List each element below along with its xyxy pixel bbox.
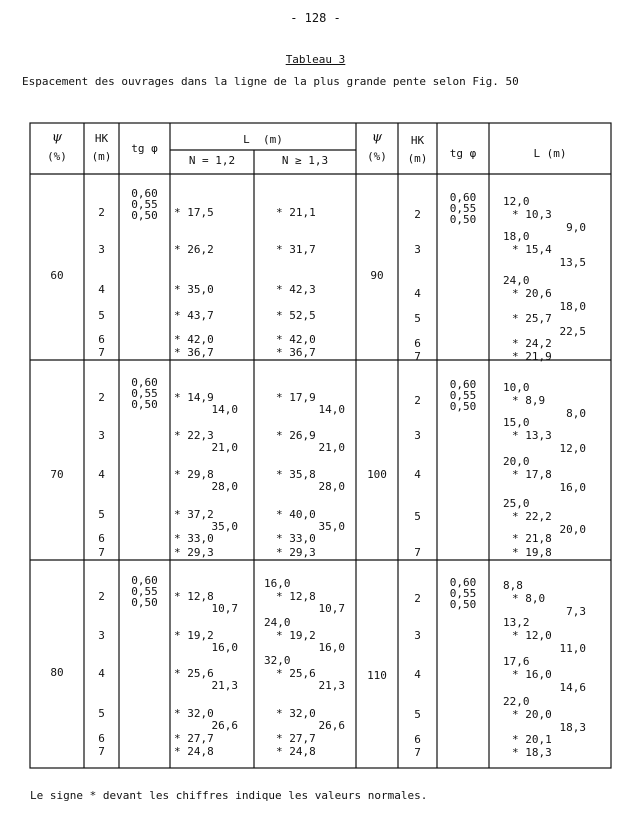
n12-normal-value: * 43,7	[174, 309, 214, 322]
l-right-normal-value: * 8,9	[512, 394, 546, 407]
tg-value: 0,55	[131, 585, 158, 598]
table-caption: Espacement des ouvrages dans la ligne de la plus grande pente selon Fig. 50	[22, 75, 519, 88]
psi-value-right: 90	[370, 269, 384, 282]
tg-value: 0,60	[131, 574, 158, 587]
l-right-normal-value: * 16,0	[512, 668, 552, 681]
l-right-normal-value: * 17,8	[512, 468, 552, 481]
n13-value: 28,0	[318, 480, 345, 493]
l-right-normal-value: * 21,8	[512, 532, 552, 545]
hk-value-right: 2	[414, 592, 421, 605]
n12-value: 14,0	[211, 403, 238, 416]
hk-value-right: 4	[414, 668, 421, 681]
l-right-value-upper: 10,0	[503, 381, 530, 394]
n12-normal-value: * 17,5	[174, 206, 214, 219]
l-right-value: 16,0	[559, 481, 586, 494]
hk-value: 6	[98, 732, 105, 745]
n12-value: 21,3	[211, 679, 238, 692]
n13-normal-value: * 19,2	[276, 629, 316, 642]
n13-normal-value: * 27,7	[276, 732, 316, 745]
psi-value: 60	[50, 269, 64, 282]
tg-value-right: 0,55	[449, 389, 477, 402]
n13-normal-value: * 36,7	[276, 346, 316, 359]
l-right-normal-value: * 24,2	[512, 337, 552, 350]
l-right-value-upper: 18,0	[503, 230, 530, 243]
tg-value: 0,60	[131, 376, 158, 389]
n13-value: 26,6	[318, 719, 345, 732]
l-right-value-upper: 20,0	[503, 455, 530, 468]
l-right-value: 22,5	[559, 325, 586, 338]
hk-value-right: 3	[414, 429, 421, 442]
header-tg: tg φ	[131, 142, 158, 155]
header-l-right: L (m)	[533, 147, 567, 160]
n12-normal-value: * 14,9	[174, 391, 214, 404]
n12-normal-value: * 19,2	[174, 629, 214, 642]
hk-value-right: 2	[414, 208, 421, 221]
table-title: Tableau 3	[285, 53, 346, 66]
header-hk-unit: (m)	[91, 150, 112, 163]
hk-value-right: 4	[414, 287, 421, 300]
n12-value: 16,0	[211, 641, 238, 654]
n12-normal-value: * 24,8	[174, 745, 214, 758]
n12-normal-value: * 27,7	[174, 732, 214, 745]
l-right-value: 18,0	[559, 300, 586, 313]
psi-value-right: 110	[367, 669, 387, 682]
l-right-value-upper: 25,0	[503, 497, 530, 510]
n13-normal-value: * 17,9	[276, 391, 316, 404]
hk-value-right: 5	[414, 708, 421, 721]
footnote: Le signe * devant les chiffres indique les valeurs normales.	[30, 789, 428, 802]
l-right-normal-value: * 20,1	[512, 733, 552, 746]
n12-normal-value: * 36,7	[174, 346, 214, 359]
hk-value: 5	[98, 309, 105, 322]
n13-normal-value: * 32,0	[276, 707, 316, 720]
l-right-normal-value: * 20,6	[512, 287, 552, 300]
l-right-value: 9,0	[566, 221, 586, 234]
n13-normal-value: * 42,0	[276, 333, 316, 346]
n13-normal-value: * 33,0	[276, 532, 316, 545]
hk-value: 7	[98, 546, 105, 559]
hk-value-right: 7	[414, 350, 421, 363]
hk-value-right: 5	[414, 510, 421, 523]
n12-value: 35,0	[211, 520, 238, 533]
header-l: L (m)	[243, 133, 283, 146]
l-right-value: 20,0	[559, 523, 586, 536]
n12-value: 26,6	[211, 719, 238, 732]
tg-value-right: 0,60	[449, 191, 477, 204]
hk-value-right: 7	[414, 546, 421, 559]
hk-value-right: 3	[414, 243, 421, 256]
hk-value: 2	[98, 391, 105, 404]
l-right-normal-value: * 21,9	[512, 350, 552, 363]
n13-value: 10,7	[318, 602, 345, 615]
l-right-normal-value: * 10,3	[512, 208, 552, 221]
tg-value: 0,50	[131, 209, 158, 222]
l-right-normal-value: * 19,8	[512, 546, 552, 559]
header-n13: N ≥ 1,3	[281, 154, 329, 167]
n12-normal-value: * 42,0	[174, 333, 214, 346]
page-number: - 128 -	[290, 11, 341, 25]
l-right-normal-value: * 15,4	[512, 243, 552, 256]
header-n12: N = 1,2	[188, 154, 236, 167]
l-right-normal-value: * 25,7	[512, 312, 552, 325]
n13-value-upper: 16,0	[264, 577, 291, 590]
tg-value-right: 0,55	[449, 587, 477, 600]
l-right-value: 12,0	[559, 442, 586, 455]
n13-value: 21,0	[318, 441, 345, 454]
hk-value-right: 6	[414, 337, 421, 350]
hk-value: 2	[98, 590, 105, 603]
tg-value-right: 0,50	[449, 400, 477, 413]
n13-normal-value: * 31,7	[276, 243, 316, 256]
n12-value: 10,7	[211, 602, 238, 615]
n13-normal-value: * 25,6	[276, 667, 316, 680]
header-psi-right: ψ	[371, 130, 383, 145]
n13-normal-value: * 40,0	[276, 508, 316, 521]
tg-value: 0,55	[131, 387, 158, 400]
n13-normal-value: * 35,8	[276, 468, 316, 481]
l-right-value-upper: 8,8	[503, 579, 523, 592]
n13-normal-value: * 26,9	[276, 429, 316, 442]
hk-value: 4	[98, 468, 105, 481]
n13-normal-value: * 21,1	[276, 206, 316, 219]
hk-value: 3	[98, 429, 105, 442]
l-right-value: 14,6	[559, 681, 586, 694]
tg-value: 0,50	[131, 398, 158, 411]
n13-normal-value: * 12,8	[276, 590, 316, 603]
n12-normal-value: * 35,0	[174, 283, 214, 296]
hk-value-right: 7	[414, 746, 421, 759]
header-hk-right: HK	[410, 134, 425, 147]
hk-value: 3	[98, 243, 105, 256]
tg-value: 0,55	[131, 198, 158, 211]
n13-value-upper: 24,0	[264, 616, 291, 629]
hk-value: 4	[98, 283, 105, 296]
l-right-normal-value: * 12,0	[512, 629, 552, 642]
l-right-value-upper: 13,2	[503, 616, 530, 629]
tg-value-right: 0,60	[449, 576, 477, 589]
n12-normal-value: * 22,3	[174, 429, 214, 442]
psi-value: 80	[50, 666, 64, 679]
hk-value-right: 2	[414, 394, 421, 407]
n13-normal-value: * 29,3	[276, 546, 316, 559]
tg-value: 0,60	[131, 187, 158, 200]
l-right-value: 13,5	[559, 256, 586, 269]
header-hk-unit-right: (m)	[407, 152, 428, 165]
n12-normal-value: * 37,2	[174, 508, 214, 521]
l-right-value: 7,3	[566, 605, 586, 618]
n13-value: 16,0	[318, 641, 345, 654]
tg-value: 0,50	[131, 596, 158, 609]
n13-value-upper: 32,0	[264, 654, 291, 667]
l-right-value: 18,3	[559, 721, 586, 734]
n13-value: 14,0	[318, 403, 345, 416]
l-right-normal-value: * 18,3	[512, 746, 552, 759]
hk-value: 2	[98, 206, 105, 219]
n12-normal-value: * 29,8	[174, 468, 214, 481]
l-right-value: 8,0	[566, 407, 586, 420]
header-hk: HK	[94, 132, 109, 145]
n12-normal-value: * 33,0	[174, 532, 214, 545]
n12-value: 21,0	[211, 441, 238, 454]
tg-value-right: 0,60	[449, 378, 477, 391]
n12-normal-value: * 12,8	[174, 590, 214, 603]
n13-value: 35,0	[318, 520, 345, 533]
l-right-value-upper: 22,0	[503, 695, 530, 708]
n12-normal-value: * 29,3	[174, 546, 214, 559]
l-right-normal-value: * 13,3	[512, 429, 552, 442]
psi-value-right: 100	[367, 468, 387, 481]
header-psi-unit-right: (%)	[367, 150, 387, 163]
hk-value-right: 6	[414, 733, 421, 746]
l-right-value-upper: 15,0	[503, 416, 530, 429]
n13-normal-value: * 24,8	[276, 745, 316, 758]
l-right-value: 11,0	[559, 642, 586, 655]
hk-value: 5	[98, 707, 105, 720]
l-right-normal-value: * 8,0	[512, 592, 546, 605]
hk-value: 7	[98, 745, 105, 758]
hk-value-right: 5	[414, 312, 421, 325]
n13-normal-value: * 42,3	[276, 283, 316, 296]
l-right-value-upper: 24,0	[503, 274, 530, 287]
l-right-value-upper: 17,6	[503, 655, 530, 668]
hk-value: 3	[98, 629, 105, 642]
tg-value-right: 0,50	[449, 213, 477, 226]
psi-value: 70	[50, 468, 64, 481]
tg-value-right: 0,50	[449, 598, 477, 611]
l-right-normal-value: * 22,2	[512, 510, 552, 523]
hk-value-right: 4	[414, 468, 421, 481]
hk-value-right: 3	[414, 629, 421, 642]
n12-value: 28,0	[211, 480, 238, 493]
tg-value-right: 0,55	[449, 202, 477, 215]
n12-normal-value: * 32,0	[174, 707, 214, 720]
n12-normal-value: * 26,2	[174, 243, 214, 256]
l-right-normal-value: * 20,0	[512, 708, 552, 721]
hk-value: 6	[98, 333, 105, 346]
hk-value: 5	[98, 508, 105, 521]
hk-value: 6	[98, 532, 105, 545]
header-psi-unit: (%)	[47, 150, 67, 163]
header-psi: ψ	[51, 130, 63, 145]
l-right-value-upper: 12,0	[503, 195, 530, 208]
n12-normal-value: * 25,6	[174, 667, 214, 680]
n13-normal-value: * 52,5	[276, 309, 316, 322]
header-tg-right: tg φ	[449, 147, 477, 160]
hk-value: 7	[98, 346, 105, 359]
hk-value: 4	[98, 667, 105, 680]
n13-value: 21,3	[318, 679, 345, 692]
